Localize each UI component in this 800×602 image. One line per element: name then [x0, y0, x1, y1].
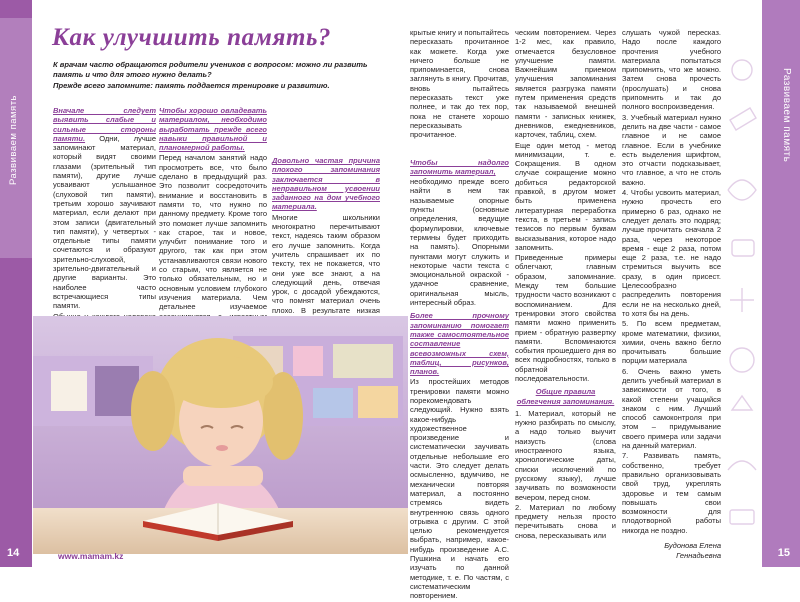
col4-text-4: 1. Материал, который не нужно разбирать по смыслу, а надо только выучит наизусть (слова иностранного языка, хронологические даты, списки исключений по русскому языку), лучше заучивать по возможности вечером, перед сном.: [515, 408, 616, 502]
text-column-4: [515, 28, 616, 541]
col2-text-2: Многие школьники многократно перечитывают текст, надеясь таким образом его лучше запомнить. Когда учитель спрашивает их по тексту, тех не покажется, что они уже все знают, а на следующий день, отвечая урок, с досадой убеждаются, что помнят материал очень плохо. В результате низкая: [272, 212, 380, 315]
col4-text-2: Еще один метод - метод минимизации, т. е. Сокращения. В одном случае сокращение можно добиться редакторской правкой, в другом может быть применена литературная переработка текста, в третьем - запись тезисов по первым буквам высказывания, которое надо запомнить.: [515, 140, 616, 252]
col2-highlight-1: Чтобы хорошо овладевать материалом, необходимо выработать прежде всего навыки правильной и планомерной работы.: [159, 106, 267, 153]
col3-text-1: крытые книгу и попытайтесь пересказать прочитанное как можете. Когда уже ничего больше не припоминается, снова заглянуть в книгу. Прочитав, вновь пытайтесь пересказать текст уже полнее, и так до тех пор, пока не станете хорошо пересказывать прочитанное.: [410, 28, 509, 140]
text-column-1: [53, 106, 156, 350]
col5-text-2: 3. Учебный материал нужно делить на две части - самое главное и не самое главное. Если в учебнике есть выделения шрифтом, это отчасти подсказывает, что главное, а что не столь важно.: [622, 112, 721, 187]
right-section-label: Развиваем память: [781, 67, 792, 163]
col4-highlight-1: Общие правила облегчения запоминания.: [516, 387, 615, 406]
col5-text-6: 7. Развивать память, собственно, требует правильно организовывать свой труд, укреплять здоровье и тем самым повышать свои возможности для плодотворной работы никогда не поздно.: [622, 451, 721, 535]
col5-text-4: 5. По всем предметам, кроме математики, физики, химии, очень важно бегло прочитывать большие порции материала: [622, 319, 721, 366]
website-link[interactable]: www.mamam.kz: [58, 551, 124, 561]
page-number-left: 14: [7, 547, 20, 559]
text-column-3: [410, 28, 509, 602]
col4-text-1: ческим повторением. Через 1-2 мес, как правило, отмечается безусловное улучшение памяти. Важнейшим приемом улучшения запоминания является разгрузка памяти путем применения средств так называемой внешней памяти - записных книжек, дневников, ежедневников, карточек, таблиц, схем.: [515, 28, 616, 140]
article-title: Как улучшить память?: [52, 24, 332, 51]
col3-text-3: Из простейших методов тренировки памяти можно порекомендовать следующий. Нужно взять какое-нибудь художественное произведение и систематически заучивать отдельные небольшие его части. Это следует делать осмысленно, вдумчиво, не механически повторяя материал, а постоянно стремясь видеть внутреннюю связь одного отрывка с другим. С этой целью рекомендуется выбрать, например, какое-нибудь произведение А.С. Пушкина и начать его изучать по данной методике, т. е. По частям, с систематическим повторением.: [410, 377, 509, 601]
col3-highlight-2: Более прочному запоминанию помогает также самостоятельное составление всевозможных схем, таблиц, рисунков, планов.: [410, 311, 509, 377]
article-lead: [53, 60, 398, 91]
page-number-right: 15: [777, 547, 790, 559]
left-section-label: Развиваем память: [8, 95, 19, 185]
col5-text-5: 6. Очень важно уметь делить учебный материал в зависимости от того, в какой степени учащийся знаком с ним. Лучший способ самоконтроля при этом – придумывание своего примера или задачи на данный материал.: [622, 366, 721, 451]
decorative-doodles: [720, 0, 800, 567]
text-column-5: [622, 28, 721, 562]
col1-highlight: Вначале следует выявить слабые и сильные стороны памяти.: [53, 106, 156, 143]
col4-text-5: 2. Материал по любому предмету нельзя просто перечитывать снова и снова, пересказывать или: [515, 502, 616, 540]
col3-highlight-1: Чтобы надолго запомнить материал,: [410, 157, 509, 176]
col3-text-2: необходимо прежде всего найти в нем так называемые опорные пункты (основные определения, ведущие формулировки, ключевые термины будет приходить на память). Опорными пунктами могут служить и некоторые части текста с эмоциональной окраской - удачное сравнение, оригинальная мысль, интересный образ.: [410, 177, 509, 308]
reading-girl-photo: [33, 316, 408, 554]
col2-text-1: Перед началом занятий надо просмотреть все, что было сделано в предыдущий раз. Это позволит сосредоточить внимание и восстановить в памяти то, что нужно по данному предмету. Кроме того это поможет лучше запомнить как старое, так и новое, улучбит понимание того и другого, так как при этом устанавливаются связи нового со старым, что является не только обязательным, но и основным условием глубокого изучения материала. Чем детальнее изучаемое: [159, 153, 267, 312]
col5-text-1: слушать чужой пересказ. Надо после каждого прочтения учебного материала попытаться припомнить, что же можно. Затем снова прочесть (прослушать) и снова припомнить и так до полного воспроизведения.: [622, 28, 721, 112]
lead-question: К врачам часто обращаются родители учеников с вопросом: можно ли развить память и что для этого нужно делать?: [53, 60, 368, 80]
col2-highlight-2: Довольно частая причина плохого запоминания заключается в неправильном усвоении заданного на дом учебного материала.: [272, 156, 380, 212]
col1-text: Одни, лучше запоминают материал, который видят своими глазами (зрительный тип памяти), другие лучше усваивают услышанное (слуховой тип памяти), третьим хорошо заучивают материал, если делают при этом записи (двигательный тип памяти), у четвертых - отдельные типы памяти сочетаются и образуют зрительно-слуховой, зрительно-двигательный и другие варианты. Это наиболее часто встречающиеся типы памяти.: [53, 133, 156, 311]
author-name: Будонова Елена: [664, 541, 721, 551]
col5-text-3: 4. Чтобы усвоить материал, нужно прочесть его примерно 6 раз, однако не следует делать это подряд; лучше прочитать сначала 2 раза, через некоторое время - еще 2 раза, потом еще 2 раза, т.е. не надо стремиться выучить все сразу, в один присест. Целесообразно распределить повторения если не на несколько дней, то хотя бы на день.: [622, 188, 721, 318]
col4-text-3: Приведенные примеры облегчают, главным образом, запоминание. Между тем большие трудности часто возникают с воспоминанием. Для тренировки этого свойства памяти можно применить прием - обратную развертку памяти. Вспоминаются события прошедшего дня во всех подробностях, только в обратной последовательности.: [515, 253, 616, 383]
lead-statement: Прежде всего запомните: память поддается тренировке и развитию.: [53, 80, 330, 90]
author-patronymic: Геннадьевна: [676, 551, 721, 561]
